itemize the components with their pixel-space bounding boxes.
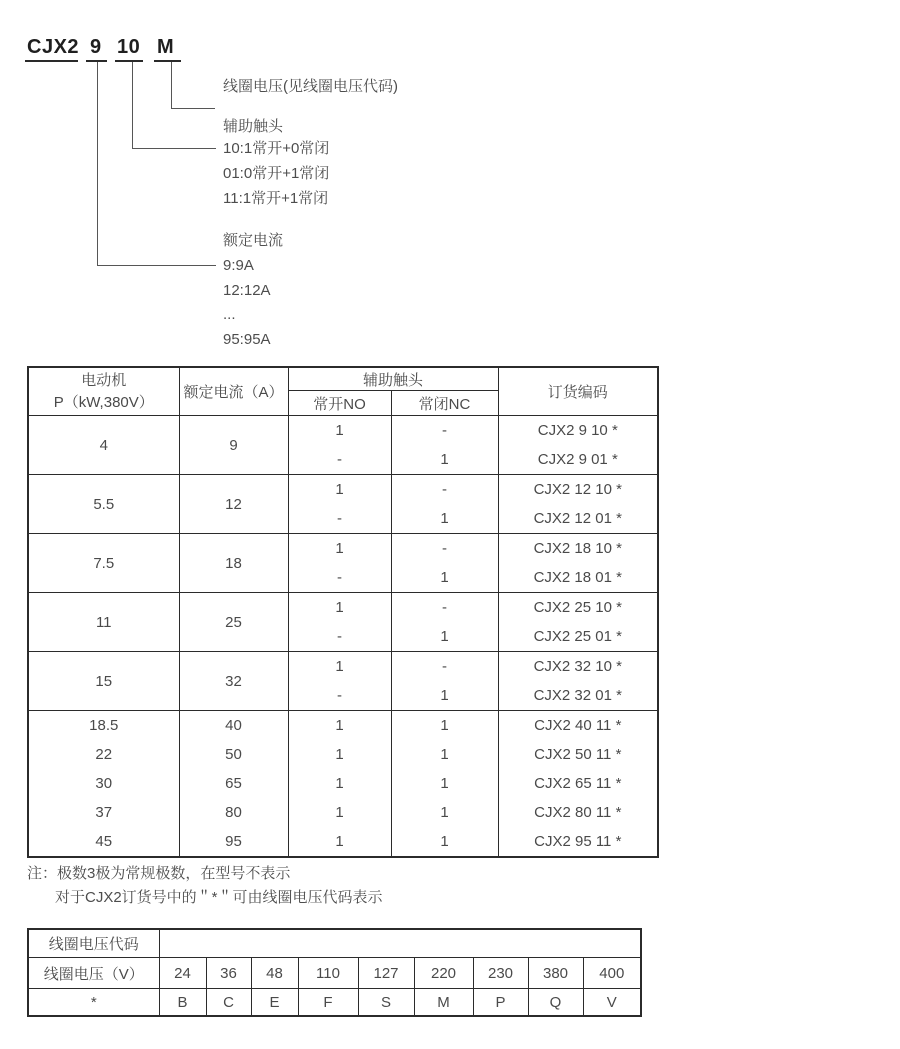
voltage-value: 220	[414, 958, 473, 989]
order-code: CJX2 25 01 *	[533, 628, 622, 645]
power-cell: 11	[28, 593, 179, 652]
nc-value: 1	[440, 569, 449, 586]
current-value: 80	[225, 804, 242, 821]
no-value: 1	[335, 422, 344, 439]
voltage-value: 230	[473, 958, 528, 989]
table-row-25a	[28, 593, 658, 652]
order-code: CJX2 50 11 *	[534, 746, 622, 763]
code-value: P	[473, 989, 528, 1017]
order-code: CJX2 80 11 *	[534, 804, 622, 821]
order-code-cell	[498, 475, 658, 534]
underline-aux	[115, 60, 143, 62]
voltage-value: 110	[298, 958, 358, 989]
no-value: 1	[335, 746, 344, 763]
aux-option-11: 11:1常开+1常闭	[223, 190, 329, 207]
voltage-value: 127	[358, 958, 414, 989]
no-value: 1	[335, 658, 344, 675]
nc-value: 1	[440, 746, 449, 763]
table-row-12a	[28, 475, 658, 534]
header-nc: 常闭NC	[391, 391, 498, 416]
note-line-2: 对于CJX2订货号中的＂*＂可由线圈电压代码表示	[55, 889, 383, 906]
current-value: 65	[225, 775, 242, 792]
nc-value: 1	[440, 833, 449, 850]
nc-value: -	[442, 599, 447, 616]
no-cell	[288, 593, 391, 652]
order-code-cell	[498, 593, 658, 652]
header-motor	[28, 367, 179, 416]
no-cell	[288, 416, 391, 475]
order-code: CJX2 40 11 *	[534, 717, 622, 734]
order-code-cell	[498, 416, 658, 475]
power-value: 22	[95, 746, 113, 763]
order-code-cell	[498, 652, 658, 711]
current-cell	[179, 711, 288, 858]
order-code-cell	[498, 534, 658, 593]
no-cell	[288, 711, 391, 858]
order-code: CJX2 9 10 *	[537, 422, 618, 439]
power-cell: 5.5	[28, 475, 179, 534]
header-rated-current: 额定电流（A）	[179, 367, 288, 416]
no-value: 1	[335, 599, 344, 616]
code-value: B	[159, 989, 206, 1017]
no-cell	[288, 652, 391, 711]
connector-line-current-v	[97, 62, 98, 265]
order-code: CJX2 95 11 *	[534, 833, 622, 850]
no-value: -	[337, 569, 342, 586]
no-value: 1	[335, 804, 344, 821]
order-code: CJX2 12 10 *	[533, 481, 622, 498]
current-cell: 9	[179, 416, 288, 475]
power-value: 18.5	[89, 717, 119, 734]
nc-value: -	[442, 658, 447, 675]
underline-voltage	[154, 60, 181, 62]
voltage-value: 36	[206, 958, 251, 989]
code-value: C	[206, 989, 251, 1017]
connector-line-aux-v	[132, 62, 133, 148]
nc-cell	[391, 475, 498, 534]
no-value: 1	[335, 540, 344, 557]
nc-value: -	[442, 540, 447, 557]
voltage-value: 400	[583, 958, 641, 989]
order-code: CJX2 12 01 *	[533, 510, 622, 527]
current-cell: 32	[179, 652, 288, 711]
header-order-code: 订货编码	[498, 367, 658, 416]
nc-value: 1	[440, 510, 449, 527]
header-aux-contacts: 辅助触头	[288, 367, 498, 391]
order-code: CJX2 32 01 *	[533, 687, 622, 704]
voltage-value: 24	[159, 958, 206, 989]
connector-line-aux-h	[132, 148, 216, 149]
connector-line-current-h	[97, 265, 216, 266]
nc-cell	[391, 416, 498, 475]
current-option-95: 95:95A	[223, 331, 271, 348]
table-row-18a	[28, 534, 658, 593]
nc-cell	[391, 711, 498, 858]
power-value: 45	[95, 833, 113, 850]
code-row	[28, 989, 641, 1017]
header-row-top	[28, 367, 658, 391]
order-code: CJX2 65 11 *	[534, 775, 622, 792]
power-cell: 7.5	[28, 534, 179, 593]
current-cell: 25	[179, 593, 288, 652]
table-row-32a	[28, 652, 658, 711]
order-code: CJX2 32 10 *	[533, 658, 622, 675]
no-value: 1	[335, 833, 344, 850]
nc-value: 1	[440, 804, 449, 821]
code-value: Q	[528, 989, 583, 1017]
order-code: CJX2 9 01 *	[537, 451, 618, 468]
power-cell	[28, 711, 179, 858]
code-value: F	[298, 989, 358, 1017]
no-value: -	[337, 510, 342, 527]
nc-value: -	[442, 481, 447, 498]
code-row-label: *	[28, 989, 159, 1017]
order-code: CJX2 18 10 *	[533, 540, 622, 557]
code-value: M	[414, 989, 473, 1017]
power-value: 30	[95, 775, 113, 792]
current-value: 95	[225, 833, 242, 850]
nc-value: 1	[440, 775, 449, 792]
current-value: 50	[225, 746, 242, 763]
power-value: 37	[95, 804, 113, 821]
power-cell: 4	[28, 416, 179, 475]
aux-option-10: 10:1常开+0常闭	[223, 140, 330, 157]
selection-table	[27, 366, 659, 858]
model-title-series: CJX2	[27, 36, 80, 58]
no-value: 1	[335, 481, 344, 498]
header-motor-line2: P（kW,380V）	[53, 393, 154, 411]
note-line-1: 注：极数3极为常规极数，在型号不表示	[27, 865, 291, 882]
coil-voltage-code-table	[27, 928, 642, 1017]
nc-cell	[391, 534, 498, 593]
nc-value: 1	[440, 717, 449, 734]
no-cell	[288, 534, 391, 593]
no-value: -	[337, 451, 342, 468]
code-value: E	[251, 989, 298, 1017]
voltage-value: 48	[251, 958, 298, 989]
nc-cell	[391, 593, 498, 652]
voltage-value: 380	[528, 958, 583, 989]
current-cell: 12	[179, 475, 288, 534]
code-value: V	[583, 989, 641, 1017]
voltage-code-title: 线圈电压代码	[28, 929, 159, 958]
underline-series	[25, 60, 78, 62]
nc-value: 1	[440, 451, 449, 468]
coil-voltage-label: 线圈电压(见线圈电压代码)	[223, 78, 398, 95]
aux-contacts-heading: 辅助触头	[223, 118, 284, 135]
current-option-9: 9:9A	[223, 257, 254, 274]
model-title-voltage: M	[157, 36, 175, 58]
current-option-12: 12:12A	[223, 282, 271, 299]
nc-cell	[391, 652, 498, 711]
voltage-row	[28, 958, 641, 989]
no-value: -	[337, 687, 342, 704]
nc-value: 1	[440, 687, 449, 704]
current-value: 40	[225, 717, 242, 734]
current-option-ellipsis: ...	[223, 306, 236, 323]
connector-line-voltage-v	[171, 62, 172, 108]
model-title-aux: 10	[117, 36, 141, 58]
table-row-40-95a	[28, 711, 658, 858]
current-cell: 18	[179, 534, 288, 593]
order-code: CJX2 25 10 *	[533, 599, 622, 616]
nc-value: 1	[440, 628, 449, 645]
no-value: 1	[335, 775, 344, 792]
nc-value: -	[442, 422, 447, 439]
table-row-9a	[28, 416, 658, 475]
order-code-cell	[498, 711, 658, 858]
no-value: 1	[335, 717, 344, 734]
model-title-current: 9	[90, 36, 102, 58]
voltage-row-label: 线圈电压（V）	[28, 958, 159, 989]
voltage-code-title-spacer	[159, 929, 641, 958]
rated-current-heading: 额定电流	[223, 232, 284, 249]
header-no: 常开NO	[288, 391, 391, 416]
code-value: S	[358, 989, 414, 1017]
connector-line-voltage-h	[171, 108, 215, 109]
header-motor-line1: 电动机	[81, 371, 127, 389]
order-code: CJX2 18 01 *	[533, 569, 622, 586]
no-value: -	[337, 628, 342, 645]
aux-option-01: 01:0常开+1常闭	[223, 165, 330, 182]
voltage-code-title-row	[28, 929, 641, 958]
power-cell: 15	[28, 652, 179, 711]
no-cell	[288, 475, 391, 534]
